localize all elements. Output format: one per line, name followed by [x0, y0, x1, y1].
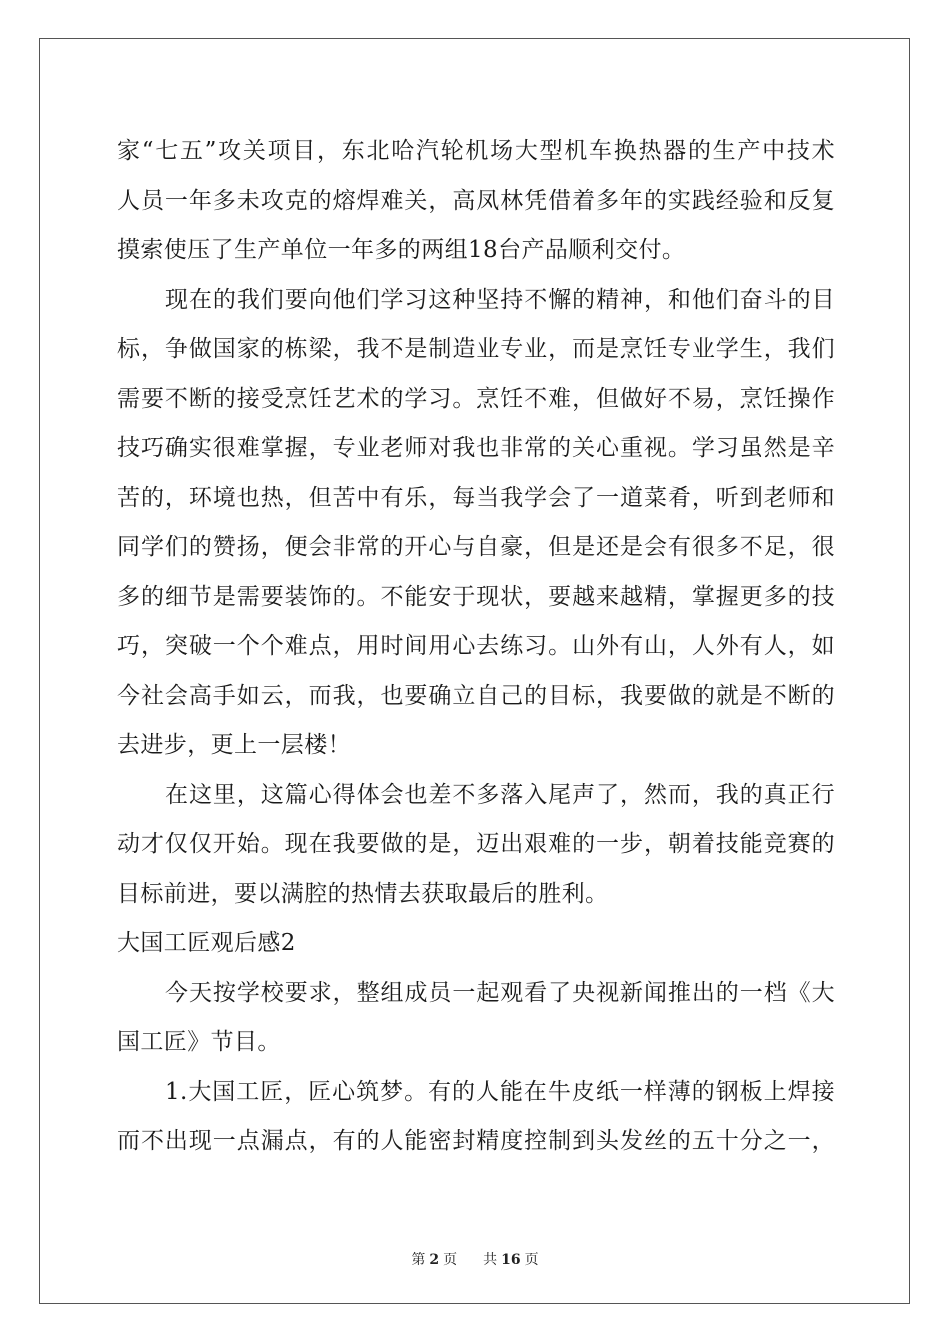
text-line: 多的细节是需要装饰的。不能安于现状，要越来越精，掌握更多的技 — [117, 583, 835, 610]
text-line: 今天按学校要求，整组成员一起观看了央视新闻推出的一档《大 — [165, 979, 835, 1006]
page-unit: 页 — [443, 1252, 458, 1268]
text-line: 巧，突破一个个难点，用时间用心去练习。山外有山，人外有人，如 — [117, 633, 835, 659]
text-line: 需要不断的接受烹饪艺术的学习。烹饪不难，但做好不易，烹饪操作 — [117, 385, 835, 412]
total-pages-number: 16 — [501, 1252, 521, 1268]
page-prefix: 第 — [411, 1252, 426, 1268]
text-line: 人员一年多未攻克的熔焊难关，高凤林凭借着多年的实践经验和反复 — [117, 187, 835, 214]
current-page-number: 2 — [429, 1252, 440, 1268]
text-line: 现在的我们要向他们学习这种坚持不懈的精神，和他们奋斗的目 — [165, 286, 835, 313]
text-line: 标，争做国家的栋梁，我不是制造业专业，而是烹饪专业学生，我们 — [117, 336, 835, 362]
text-line: 目标前进，要以满腔的热情去获取最后的胜利。 — [117, 880, 609, 907]
text-line: 1.大国工匠，匠心筑梦。有的人能在牛皮纸一样薄的钢板上焊接 — [165, 1078, 835, 1105]
text-line: 国工匠》节目。 — [117, 1029, 281, 1055]
text-line: 苦的，环境也热，但苦中有乐，每当我学会了一道菜肴，听到老师和 — [117, 484, 835, 511]
page-footer — [0, 1249, 950, 1269]
total-unit: 页 — [524, 1252, 539, 1268]
total-prefix: 共 — [483, 1252, 498, 1268]
text-line: 在这里，这篇心得体会也差不多落入尾声了，然而，我的真正行 — [165, 781, 835, 808]
text-line: 家“七五”攻关项目，东北哈汽轮机场大型机车换热器的生产中技术 — [117, 138, 835, 164]
text-line: 同学们的赞扬，便会非常的开心与自豪，但是还是会有很多不足，很 — [117, 534, 835, 560]
section-heading: 大国工匠观后感2 — [117, 930, 296, 956]
document-body — [117, 127, 835, 1167]
text-line: 去进步，更上一层楼！ — [117, 732, 351, 758]
text-line: 技巧确实很难掌握，专业老师对我也非常的关心重视。学习虽然是辛 — [117, 435, 835, 461]
text-line: 而不出现一点漏点，有的人能密封精度控制到头发丝的五十分之一， — [117, 1128, 835, 1154]
text-line: 摸索使压了生产单位一年多的两组18台产品顺利交付。 — [117, 237, 686, 263]
text-line: 今社会高手如云，而我，也要确立自己的目标，我要做的就是不断的 — [117, 682, 835, 709]
text-line: 动才仅仅开始。现在我要做的是，迈出艰难的一步，朝着技能竞赛的 — [117, 831, 835, 857]
